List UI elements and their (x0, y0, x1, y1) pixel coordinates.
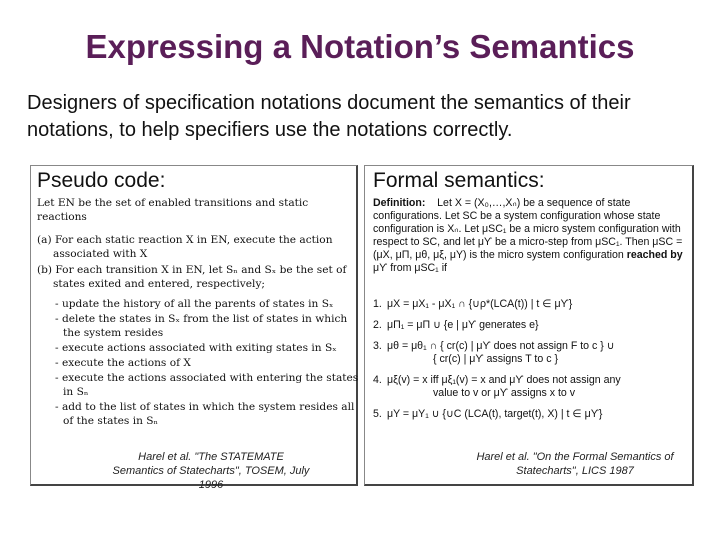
pseudo-code-intro: Let EN be the set of enabled transitions and static reactions (37, 197, 309, 223)
pseudo-code-items (37, 233, 355, 293)
pseudo-code-panel (30, 165, 359, 491)
pseudo-code-steps (43, 297, 359, 429)
semantics-rule (373, 298, 691, 311)
pseudo-code-item-b: (b) For each transition X in EN, let Sₙ and Sₓ be the set of states exited and entered, respectively; (37, 264, 347, 290)
formal-semantics-heading: Formal semantics: (373, 169, 545, 192)
rule-number: 4. (373, 374, 382, 386)
rule-text: μΠ₁ = μΠ ∪ {e | μϒ generates e} (387, 319, 539, 331)
pseudo-code-step: - add to the list of states in which the system resides all of the states in Sₙ (55, 401, 355, 427)
intro-text: Designers of specification notations document the semantics of their notations, to help specifiers use the notations correctly. (27, 92, 631, 141)
rule-number: 3. (373, 340, 382, 352)
semantics-rule (373, 408, 691, 421)
formal-semantics-panel (364, 165, 694, 486)
rule-number: 5. (373, 408, 382, 420)
definition-tail: μϒ from μSC₁ if (373, 262, 447, 274)
rule-text: μY = μY₁ ∪ {∪C (LCA(t), target(t), X) | t ∈ μϒ} (387, 408, 603, 420)
definition-block (373, 197, 689, 275)
pseudo-code-citation: Harel et al. "The STATEMATE Semantics of Statecharts", TOSEM, July 1996 (112, 451, 310, 491)
semantics-rule (373, 340, 691, 366)
definition-bold: reached by (626, 249, 683, 261)
pseudo-code-step: - execute the actions associated with entering the states in Sₙ (55, 372, 359, 398)
pseudo-code-heading: Pseudo code: (37, 169, 166, 192)
rule-text: μξ(v) = x iff μξ₁(v) = x and μϒ does not assign any (387, 374, 621, 386)
pseudo-code-item-a: (a) For each static reaction X in EN, execute the action associated with X (37, 234, 333, 260)
slide-title: Expressing a Notation’s Semantics (85, 28, 635, 65)
semantics-rule (373, 374, 691, 400)
pseudo-code-step: - execute the actions of X (55, 357, 191, 369)
rule-text: μθ = μθ₁ ∩ { cr(c) | μϒ does not assign F to c } ∪ (387, 340, 615, 352)
definition-label: Definition: (373, 197, 426, 209)
pseudo-code-step: - update the history of all the parents of states in Sₓ (55, 298, 334, 310)
formal-semantics-citation: Harel et al. "On the Formal Semantics of Statecharts", LICS 1987 (476, 451, 674, 477)
rule-text: μX = μX₁ - μX₁ ∩ {∪ρ*(LCA(t)) | t ∈ μϒ} (387, 298, 573, 310)
rule-text-continued: value to v or μϒ assigns x to v (433, 387, 576, 399)
pseudo-code-step: - execute actions associated with exiting states in Sₓ (55, 342, 337, 354)
semantics-rules (373, 298, 691, 429)
rule-text-continued: { cr(c) | μϒ assigns T to c } (433, 353, 558, 365)
semantics-rule (373, 319, 691, 332)
rule-number: 1. (373, 298, 382, 310)
definition-text: Let X = (X₀,…,Xₙ) be a sequence of state configurations. Let SC be a system configuration whose state configuration is Xₙ. Let μSC₁ be a micro system configuration with respect to SC, and let μϒ be a micro-step from μSC₁. Then μSC = (μX, μΠ, μθ, μξ, μY) is the micro system configuration (373, 197, 683, 261)
pseudo-code-step: - delete the states in Sₓ from the list of states in which the system resides (55, 313, 348, 339)
rule-number: 2. (373, 319, 382, 331)
